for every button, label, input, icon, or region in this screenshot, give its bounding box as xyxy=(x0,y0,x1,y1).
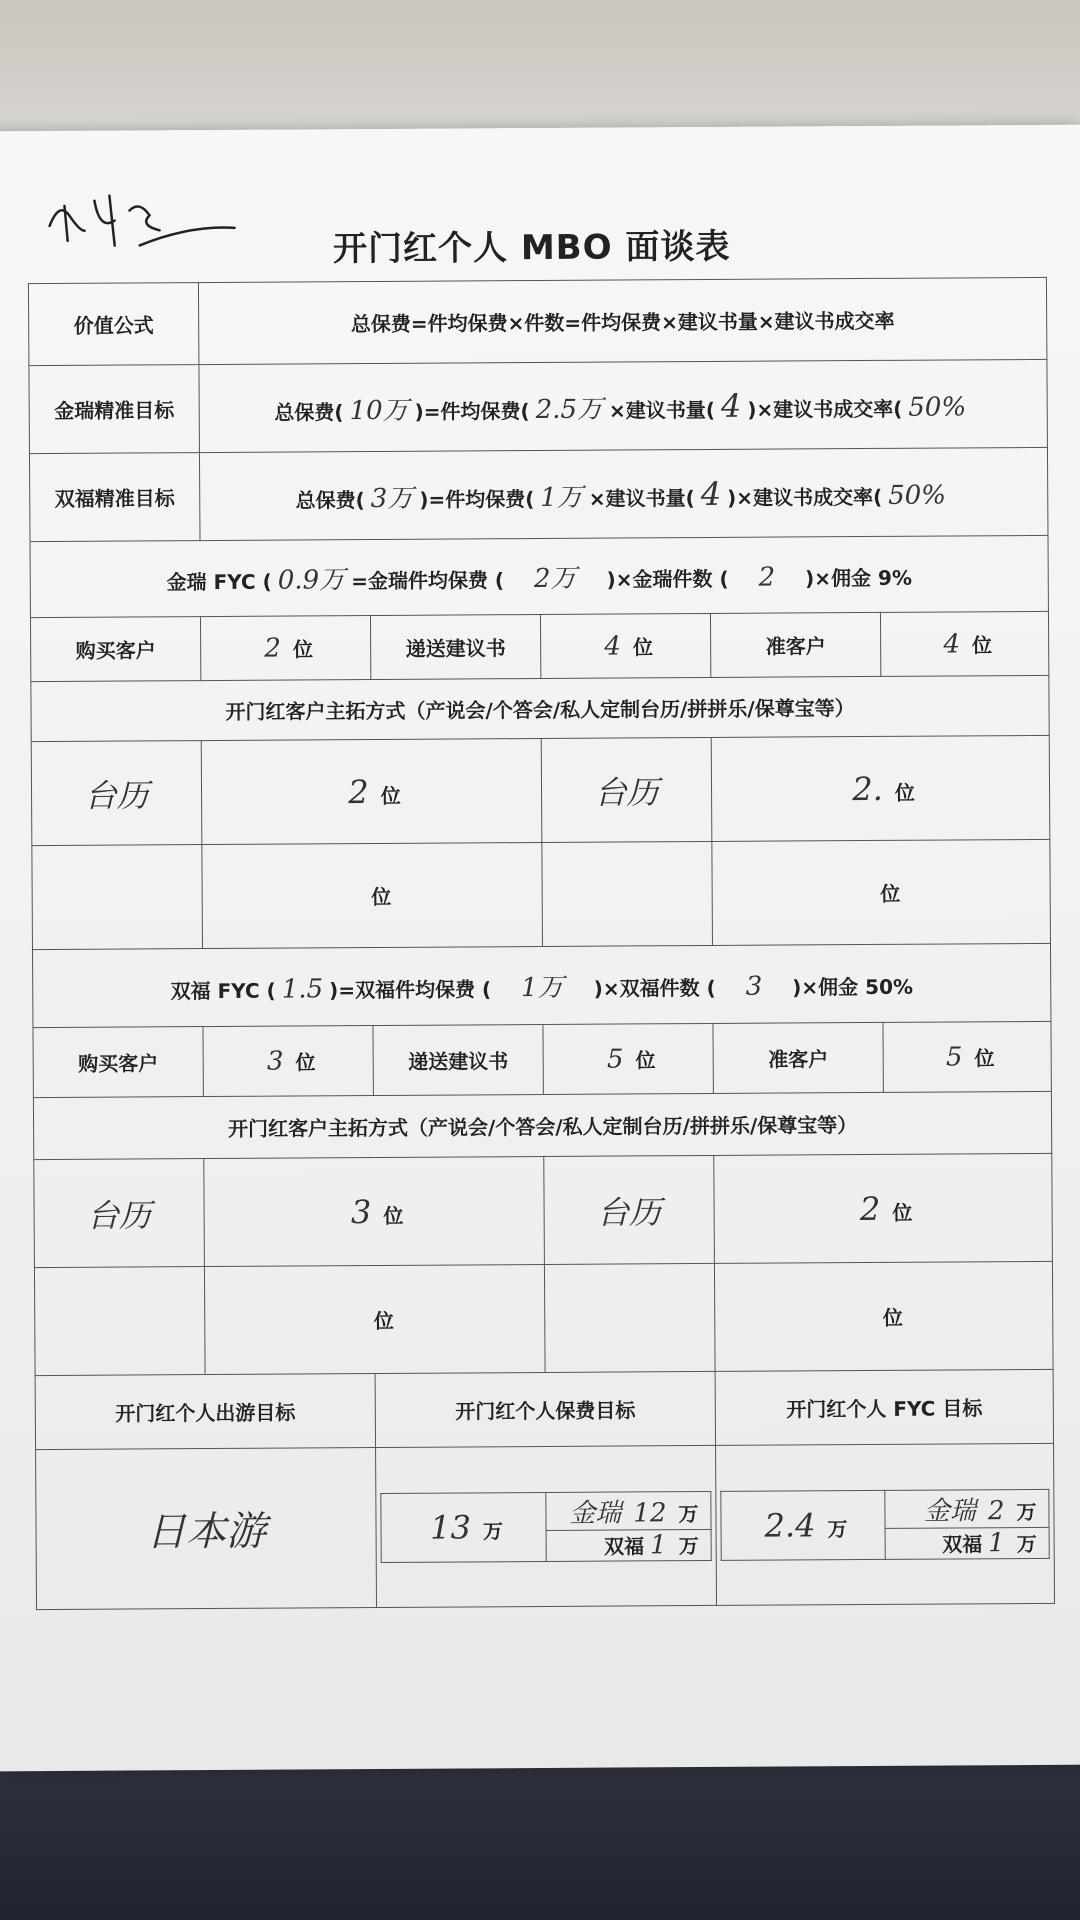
shuangfu-fyc-count: 3 xyxy=(745,971,763,1002)
goals-values-row xyxy=(36,1443,1055,1609)
unit-label: 位 xyxy=(894,780,915,805)
jinrui-method-1-count xyxy=(201,738,542,844)
fyc-goal-cell xyxy=(716,1443,1055,1605)
jinrui-prospect-count xyxy=(880,611,1048,676)
jinrui-method-4-count xyxy=(712,839,1051,945)
jinrui-buy-value: 2 xyxy=(264,633,282,664)
shuangfu-fyc-avg: 1万 xyxy=(521,972,564,1004)
term-books: ×建议书量( xyxy=(588,485,695,511)
jinrui-customers-row xyxy=(30,611,1048,681)
value-formula-text: 总保费=件均保费×件数=件均保费×建议书量×建议书成交率 xyxy=(198,277,1047,364)
jinrui-method-row xyxy=(32,839,1051,949)
shuangfu-target-label: 双福精准目标 xyxy=(29,453,200,542)
shuangfu-method-row xyxy=(34,1153,1053,1267)
mbo-form-table xyxy=(28,277,1055,1610)
fyc-total xyxy=(721,1490,885,1560)
unit-label: 位 xyxy=(880,881,901,906)
method-header: 开门红客户主拓方式（产说会/个答会/私人定制台历/拼拼乐/保尊宝等） xyxy=(33,1091,1051,1159)
method-count: 2 xyxy=(348,772,369,811)
jinrui-method-1 xyxy=(31,741,202,846)
jinrui-method-row xyxy=(31,735,1050,845)
jinrui-fyc-formula xyxy=(30,535,1049,617)
jinrui-total-value: 10万 xyxy=(349,395,409,426)
shuangfu-method-4-count xyxy=(714,1261,1053,1371)
shuangfu-method-2-count xyxy=(714,1153,1053,1263)
method-count: 3 xyxy=(350,1192,372,1231)
premium-shuangfu-value: 1 xyxy=(650,1529,667,1560)
premium-goal-cell xyxy=(376,1445,717,1607)
fyc-jinrui xyxy=(885,1489,1049,1528)
prospect-label: 准客户 xyxy=(710,612,880,677)
premium-jinrui-value: 12 xyxy=(633,1497,667,1528)
unit-label: 位 xyxy=(383,1203,404,1228)
shuangfu-method-row xyxy=(34,1261,1053,1375)
unit-label: 万 xyxy=(827,1516,848,1541)
jinrui-send-count xyxy=(540,613,710,678)
fyc-goal-label: 开门红个人 FYC 目标 xyxy=(715,1369,1054,1445)
premium-goal-label: 开门红个人保费目标 xyxy=(375,1371,715,1447)
buy-customers-label: 购买客户 xyxy=(33,1027,203,1098)
shuangfu-fyc-mid2: )×双福件数 ( xyxy=(593,975,716,1001)
unit-label: 位 xyxy=(882,1305,903,1330)
premium-goal-split xyxy=(380,1490,711,1562)
send-proposal-label: 递送建议书 xyxy=(373,1024,543,1095)
shuangfu-buy-count xyxy=(203,1026,373,1097)
method-name: 台历 xyxy=(594,772,659,812)
shuangfu-method-3-count xyxy=(204,1264,545,1374)
shuangfu-method-4 xyxy=(544,1263,715,1372)
jinrui-fyc-tail: )×佣金 9% xyxy=(805,565,913,591)
term-rate: )×建议书成交率( xyxy=(727,484,883,510)
fyc-shuangfu-value: 1 xyxy=(988,1527,1005,1558)
jinrui-fyc-label: 金瑞 FYC ( xyxy=(166,569,272,595)
send-proposal-label: 递送建议书 xyxy=(370,614,540,679)
unit-label: 位 xyxy=(380,783,401,808)
shuangfu-buy-value: 3 xyxy=(266,1046,284,1077)
unit-label: 位 xyxy=(373,1308,394,1334)
shuangfu-target-row xyxy=(29,447,1048,541)
travel-goal-text: 日本游 xyxy=(145,1508,267,1556)
jinrui-fyc-value: 0.9万 xyxy=(277,565,346,596)
shuangfu-fyc-tail: )×佣金 50% xyxy=(792,974,914,1000)
unit-label: 万 xyxy=(678,1501,699,1526)
shuangfu-method-1-count xyxy=(204,1156,545,1266)
shuangfu-rate-value: 50% xyxy=(888,480,947,511)
jinrui-fyc-count: 2 xyxy=(758,562,776,593)
shuangfu-prospect-value: 5 xyxy=(945,1041,963,1073)
method-header: 开门红客户主拓方式（产说会/个答会/私人定制台历/拼拼乐/保尊宝等） xyxy=(31,675,1049,741)
shuangfu-target-formula xyxy=(199,447,1048,540)
jinrui-target-label: 金瑞精准目标 xyxy=(29,365,200,454)
fyc-goal-split xyxy=(720,1488,1049,1560)
jinrui-prospect-value: 4 xyxy=(943,628,961,660)
jinrui-send-value: 4 xyxy=(604,631,622,662)
term-avg: )=件均保费( xyxy=(419,486,535,512)
jinrui-books-value: 4 xyxy=(720,386,742,425)
fyc-jinrui-value: 2 xyxy=(987,1495,1005,1526)
jinrui-method-2 xyxy=(541,737,712,842)
shuangfu-avg-value: 1万 xyxy=(540,482,583,513)
jinrui-method-3-count xyxy=(202,842,543,948)
unit-label: 位 xyxy=(971,632,993,657)
premium-jinrui-label: 金瑞 xyxy=(569,1498,622,1529)
jinrui-target-row xyxy=(29,359,1048,453)
method-count: 2. xyxy=(852,769,883,808)
fyc-total-value: 2.4 xyxy=(764,1505,816,1545)
jinrui-method-header-row xyxy=(31,675,1049,741)
goals-header-row xyxy=(35,1369,1053,1449)
unit-label: 位 xyxy=(295,1049,316,1074)
fyc-jinrui-label: 金瑞 xyxy=(923,1495,977,1527)
unit-label: 位 xyxy=(892,1200,913,1225)
buy-customers-label: 购买客户 xyxy=(30,617,200,682)
jinrui-rate-value: 50% xyxy=(908,391,967,423)
jinrui-method-3 xyxy=(32,845,203,950)
method-count: 2 xyxy=(859,1189,881,1228)
prospect-label: 准客户 xyxy=(713,1022,883,1093)
unit-label: 万 xyxy=(1016,1499,1037,1524)
shuangfu-method-3 xyxy=(34,1267,205,1376)
method-name: 台历 xyxy=(84,775,149,815)
unit-label: 位 xyxy=(974,1045,995,1070)
jinrui-method-2-count xyxy=(711,735,1050,841)
unit-label: 位 xyxy=(635,1047,656,1072)
shuangfu-total-value: 3万 xyxy=(370,483,414,514)
jinrui-fyc-row xyxy=(30,535,1049,617)
term-books: ×建议书量( xyxy=(608,397,715,423)
term-total: 总保费( xyxy=(274,399,344,425)
shuangfu-method-header-row xyxy=(33,1091,1051,1159)
paper-sheet xyxy=(0,125,1080,1772)
jinrui-avg-value: 2.5万 xyxy=(535,394,604,425)
jinrui-target-formula xyxy=(199,359,1048,452)
unit-label: 位 xyxy=(632,634,654,659)
premium-jinrui xyxy=(546,1491,711,1530)
shuangfu-method-2 xyxy=(544,1155,715,1264)
jinrui-fyc-avg: 2万 xyxy=(533,563,577,595)
shuangfu-books-value: 4 xyxy=(700,474,722,513)
fyc-shuangfu-label: 双福 xyxy=(942,1531,983,1557)
shuangfu-fyc-formula xyxy=(33,943,1052,1027)
premium-shuangfu-label: 双福 xyxy=(604,1533,645,1559)
shuangfu-fyc-mid1: )=双福件均保费 ( xyxy=(329,977,492,1003)
term-rate: )×建议书成交率( xyxy=(747,396,903,422)
term-avg: )=件均保费( xyxy=(414,398,530,424)
premium-total-value: 13 xyxy=(430,1507,472,1547)
travel-goal-label: 开门红个人出游目标 xyxy=(35,1374,375,1450)
jinrui-buy-count xyxy=(200,616,370,681)
shuangfu-send-value: 5 xyxy=(606,1043,624,1075)
premium-shuangfu xyxy=(546,1529,711,1561)
unit-label: 位 xyxy=(371,884,392,910)
jinrui-fyc-mid1: =金瑞件均保费 ( xyxy=(351,568,505,594)
fyc-shuangfu xyxy=(885,1527,1049,1559)
travel-goal-value xyxy=(36,1448,377,1610)
unit-label: 位 xyxy=(292,636,314,662)
shuangfu-fyc-value: 1.5 xyxy=(281,974,324,1005)
jinrui-method-4 xyxy=(542,841,713,946)
unit-label: 万 xyxy=(482,1518,503,1543)
shuangfu-method-1 xyxy=(34,1159,205,1268)
shuangfu-prospect-count xyxy=(883,1021,1051,1092)
jinrui-fyc-mid2: )×金瑞件数 ( xyxy=(606,566,729,592)
form-title: 开门红个人 MBO 面谈表 xyxy=(332,226,731,270)
unit-label: 万 xyxy=(1016,1531,1037,1556)
term-total: 总保费( xyxy=(295,487,365,512)
premium-total xyxy=(381,1492,546,1562)
shuangfu-send-count xyxy=(543,1023,713,1094)
value-formula-row xyxy=(28,277,1047,365)
value-formula-label: 价值公式 xyxy=(28,283,198,366)
method-name: 台历 xyxy=(596,1192,662,1232)
method-name: 台历 xyxy=(86,1195,152,1235)
shuangfu-fyc-label: 双福 FYC ( xyxy=(170,978,276,1004)
unit-label: 万 xyxy=(678,1533,699,1558)
shuangfu-customers-row xyxy=(33,1021,1051,1097)
shuangfu-fyc-row xyxy=(33,943,1052,1027)
